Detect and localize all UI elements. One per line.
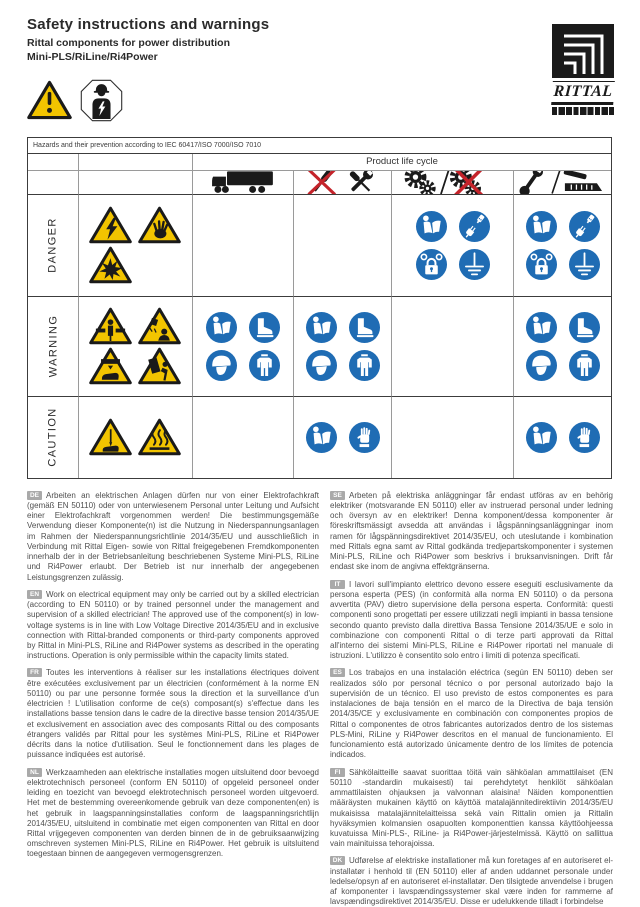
- page-title: Safety instructions and warnings: [27, 16, 270, 33]
- hand-crush-warning-icon: [89, 347, 132, 385]
- prevention-icons-cell: [514, 297, 611, 397]
- read-manual-mandatory-icon: [415, 210, 448, 243]
- table-caption: Hazards and their prevention according to IEC 60417/ISO 7000/ISO 7010: [28, 138, 611, 154]
- protective-clothing-mandatory-icon: [248, 349, 281, 382]
- lang-badge-se: SE: [330, 491, 345, 500]
- lang-section-fi: FI Sähkölaitteille saavat suorittaa töitä vain sähköalan ammattilaiset (EN 50110 -standardin mukaisesti) tai perehdytetyt henkilöt sähköalan ammattilaisten ohjauksen ja valvonnan alaisina! Näiden komponenttien määräysten mukainen käyttö on käyttöä matalajännitedirektiivin 2014/35/EU mukaisissa matalajännitelaitteissa sekä vain Rittalin omien ja Rittalin hyväksymien kolmansien osapuolten komponenttien kanssa käyttöohjeessa kuvatuissa Mini-PLS-, RiLine- ja Ri4Power-järjestelmissä. Käyttö on sallittua vain mainituissa tehorajoissa.: [330, 767, 613, 849]
- lang-badge-fr: FR: [27, 668, 42, 677]
- prevention-icons-cell: [392, 297, 514, 397]
- hazard-prevention-table: [27, 137, 612, 479]
- earth-ground-mandatory-icon: [568, 248, 601, 281]
- lang-badge-es: ES: [330, 668, 345, 677]
- prevention-icons-cell: [514, 195, 611, 297]
- hand-injury-warning-icon: [138, 206, 181, 244]
- lifecycle-column-4: [514, 171, 611, 195]
- read-manual-mandatory-icon: [205, 311, 238, 344]
- header-spacer-cell: [28, 154, 79, 171]
- read-manual-mandatory-icon: [525, 210, 558, 243]
- protective-clothing-mandatory-icon: [568, 349, 601, 382]
- read-manual-mandatory-icon: [305, 311, 338, 344]
- lang-badge-de: DE: [27, 491, 42, 500]
- rittal-logo-mark: [552, 24, 614, 78]
- lockout-mandatory-icon: [415, 248, 448, 281]
- operation-gears-icon: [397, 171, 509, 195]
- earth-ground-mandatory-icon: [458, 248, 491, 281]
- lifecycle-column-3: [392, 171, 514, 195]
- language-sections: [27, 491, 613, 907]
- rittal-wordmark: RITTAL: [551, 81, 615, 105]
- header-safety-icons: [27, 79, 269, 122]
- sharp-element-warning-icon: [89, 418, 132, 456]
- prevention-icons-cell: [294, 397, 392, 478]
- lang-badge-it: IT: [330, 580, 345, 589]
- title-block: [27, 16, 269, 122]
- lang-section-dk: DK Udførelse af elektriske installationer må kun foretages af en autoriseret el-installatør i henhold til (EN 50110) eller af anden uddannet personale under ledelse/opsyn af en autoriseret el-installatør. Den tilsigtede anvendelse i brugen af komponenter i lavspændingssystemer skal være inden for rammerne af lavspændingsdirektivet 2014/35/EU. Disse er udelukkende tilladt i forbindelse: [330, 856, 613, 907]
- prevention-icons-cell: [294, 297, 392, 397]
- safety-boots-mandatory-icon: [348, 311, 381, 344]
- lang-badge-dk: DK: [330, 856, 345, 865]
- lang-badge-fi: FI: [330, 768, 345, 777]
- tipping-load-warning-icon: [138, 347, 181, 385]
- lifecycle-column-1: [193, 171, 294, 195]
- lang-section-fr: FR Toutes les interventions à réaliser sur les installations électriques doivent être exécutées exclusivement par un électricien (conformément à la norme EN 50110) ou par une personne formée sous la direction et la surveillance d'un électricien ! L'utilisation conforme de ce(s) composant(s) s'effectue dans les installations basse tension dans le cadre de la directive basse tension 2014/35/UE et exclusivement en association avec des composants Rittal ou des composants étrangers validés par Rittal pour les systèmes Mini-PLS, RiLine et Ri4Power décrits dans la notice d'utilisation. Seul le fonctionnement dans les plages de puissance indiquées est autorisé.: [27, 668, 319, 760]
- safety-boots-mandatory-icon: [568, 311, 601, 344]
- rittal-logo: [552, 24, 614, 115]
- row-label-warning: [28, 297, 79, 397]
- protective-gloves-mandatory-icon: [348, 421, 381, 454]
- read-manual-mandatory-icon: [305, 421, 338, 454]
- falling-objects-warning-icon: [138, 307, 181, 345]
- lang-section-se: SE Arbeten på elektriska anläggningar får endast utföras av en behörig elektriker (motsvarande EN 50110) eller av instruerad personal under ledning och översyn av en elektriker! Denna komponent/dessa komponenter är föreskriftsmässigt avsedda att användas i lågspänningsanläggningar inom ramen för lågspänningsdirektivet 2014/35/EU, och uteslutande i kombination med Rittals egna samt av Rittal godkända tredjepartskomponenter i systemen Mini-PLS, RiLine och Ri4Power som beskrivs i bruksanvisningen. Drift får endast ske inom de angivna effektgränserna.: [330, 490, 613, 572]
- lang-section-en: EN Work on electrical equipment may only be carried out by a skilled electrician (according to EN 50110) or by trained personnel under the management and supervision of a skilled electrician! The approved use of the component(s) in low-voltage systems is in line with Low Voltage Directive 2014/35/EU and in exclusive connection with Rittal-branded components or third-party components approved by Rittal in Mini-PLS, RiLine and Ri4Power systems as described in the operating instructions. Operation is only permissible within the capacity limits stated.: [27, 589, 319, 661]
- prevention-icons-cell: [193, 297, 294, 397]
- disconnect-plug-mandatory-icon: [458, 210, 491, 243]
- lang-section-de: DE Arbeiten an elektrischen Anlagen dürfen nur von einer Elektrofachkraft (gemäß EN 50110) oder von unterwiesenem Personal unter Leitung und Aufsicht einer Elektrofachkraft vorgenommen werden! Die bestimmungsgemäße Verwendung dieser Komponente(n) ist die Nutzung in Niederspannungsanlagen im Rahmen der Niederspannungsrichtlinie 2014/35/EU und ausschließlich in Verbindung mit Rittal Eigen- sowie von Rittal freigegebenen Fremdkomponenten innerhalb der in der Betriebsanleitung beschriebenen Systeme Mini-PLS, RiLine und Ri4Power erlaubt. Der Betrieb ist nur innerhalb der angegebenen Leistungsgrenzen zulässig.: [27, 490, 319, 582]
- hard-hat-mandatory-icon: [205, 349, 238, 382]
- hard-hat-mandatory-icon: [525, 349, 558, 382]
- prevention-icons-cell: [514, 397, 611, 478]
- prevention-icons-cell: [193, 195, 294, 297]
- hard-hat-mandatory-icon: [305, 349, 338, 382]
- lifecycle-column-2: [294, 171, 392, 195]
- document-header: [0, 0, 640, 122]
- page-product-line: Mini-PLS/RiLine/Ri4Power: [27, 50, 158, 63]
- lang-section-es: ES Los trabajos en una instalación eléctrica (según EN 50110) deben ser realizados sólo por personal técnico o por personal autorizado bajo la supervisión de un técnico. El uso previsto de estos componentes es para instalaciones de baja tensión en el marco de la Directiva de baja tensión 2014/35/CE y exclusivamente en combinación con componentes propios de Rittal o componentes de otros fabricantes autorizados dentro de los sistemas PLS-Mini, RiLine y Ri4Power descritos en el manual de funcionamiento. El funcionamiento está autorizado únicamente dentro de los límites de potencia indicados.: [330, 668, 613, 760]
- row-label-caution: [28, 397, 79, 478]
- explosion-warning-icon: [89, 246, 132, 284]
- safety-boots-mandatory-icon: [248, 311, 281, 344]
- protective-clothing-mandatory-icon: [348, 349, 381, 382]
- assembly-tools-icon: [305, 171, 381, 195]
- electric-shock-warning-icon: [89, 206, 132, 244]
- read-manual-mandatory-icon: [525, 421, 558, 454]
- maintenance-cleaning-icon: [515, 171, 611, 195]
- prevention-icons-cell: [193, 397, 294, 478]
- protective-gloves-mandatory-icon: [568, 421, 601, 454]
- lang-section-it: IT I lavori sull'impianto elettrico devono essere eseguiti esclusivamente da persona esperta (PES) (in conformità alla norma EN 50110) o da persona avvertita (PAV) dietro supervisione della persona esperta. Conformità: questi componenti sono progettati per essere utilizzati negli impianti in bassa tensione secondo quanto previsto dalla direttiva Bassa Tensione 2014/35/UE e solo in combinazione con componenti Rittal o di terze parti approvati da Rittal all'interno dei sistemi Mini-PLS, RiLine e Ri4Power riportati nel manuale di istruzioni. L'utilizzo è consentito solo entro i limiti di potenza specificati.: [330, 579, 613, 661]
- read-manual-mandatory-icon: [525, 311, 558, 344]
- general-warning-icon: [27, 80, 72, 120]
- row-label-text: DANGER: [47, 217, 59, 273]
- skilled-electrician-icon: [80, 79, 123, 122]
- hazard-icons-cell: [79, 397, 193, 478]
- hot-surface-warning-icon: [138, 418, 181, 456]
- row-label-text: CAUTION: [47, 407, 59, 467]
- prevention-icons-cell: [294, 195, 392, 297]
- lang-badge-nl: NL: [27, 768, 42, 777]
- lang-badge-en: EN: [27, 590, 42, 599]
- header-spacer-cell: [79, 171, 193, 195]
- prevention-icons-cell: [392, 195, 514, 297]
- prevention-icons-cell: [392, 397, 514, 478]
- hazard-icons-cell: [79, 297, 193, 397]
- page-subtitle: Rittal components for power distribution: [27, 37, 230, 49]
- transport-truck-icon: [211, 171, 275, 195]
- row-label-danger: [28, 195, 79, 297]
- row-label-text: WARNING: [47, 314, 59, 378]
- language-column-left: [27, 491, 319, 907]
- disconnect-plug-mandatory-icon: [568, 210, 601, 243]
- language-column-right: [330, 491, 613, 907]
- hazard-icons-cell: [79, 195, 193, 297]
- lockout-mandatory-icon: [525, 248, 558, 281]
- header-spacer-cell: [28, 171, 79, 195]
- lang-section-nl: NL Werkzaamheden aan elektrische installaties mogen uitsluitend door bevoegd elektrotechnisch personeel (conform EN 50110) of opgeleid personeel onder leiding en toezicht van bevoegd elektrotechnisch personeel worden uitgevoerd. Het met de bestemming overeenkomende gebruik van deze componenten(en) is het gebruik in laagspanningsinstallaties conform de laagspanningsrichtlijn 2014/35/EU, uitsluitend in combinatie met eigen componenten van Rittal en door Rittal vrijgegeven componenten van derden binnen de in de gebruiksaanwijzing omschreven systemen Mini-PLS, RiLine en Ri4Power. Het gebruik is uitsluitend toegestaan binnen de aangegeven vermogensgrenzen.: [27, 767, 319, 859]
- crushing-warning-icon: [89, 307, 132, 345]
- header-spacer-cell: [79, 154, 193, 171]
- lifecycle-header: Product life cycle: [193, 154, 611, 171]
- logo-barcode: [552, 107, 614, 115]
